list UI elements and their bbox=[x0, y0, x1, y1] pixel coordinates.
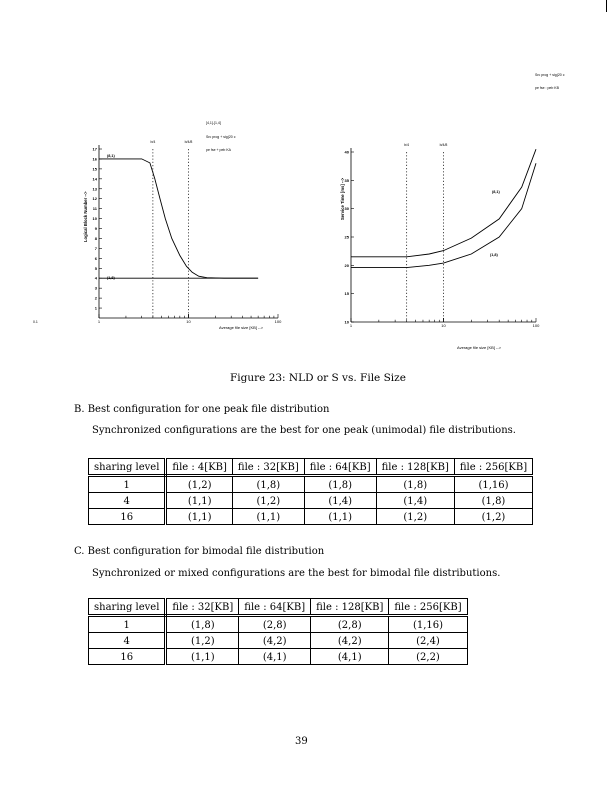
y-tick-label: 5 bbox=[94, 265, 97, 271]
series-line bbox=[99, 159, 258, 278]
y-tick-label: 13 bbox=[92, 186, 97, 192]
table-header-cell: file : 32[KB] bbox=[232, 459, 304, 476]
table-cell: (1,2) bbox=[166, 633, 239, 649]
x-tick-label: 1 bbox=[97, 319, 101, 324]
paragraph: Synchronized configurations are the best for one peak (unimodal) file distributions. bbox=[92, 425, 516, 436]
chart-plot-area bbox=[345, 143, 541, 328]
series-label: (1,8) bbox=[107, 276, 115, 280]
reference-line-label: b/4 bbox=[404, 143, 410, 147]
table-cell: 1 bbox=[89, 616, 166, 633]
y-tick-label: 2 bbox=[94, 295, 97, 301]
y-tick-label: 25 bbox=[344, 234, 349, 240]
table-row bbox=[89, 649, 468, 665]
table-cell: (1,1) bbox=[304, 509, 376, 525]
y-tick-label: 20 bbox=[344, 262, 349, 268]
top-right-note bbox=[535, 64, 564, 95]
reference-line-label: b/4/8 bbox=[439, 143, 448, 147]
table-cell: (1,4) bbox=[304, 493, 376, 509]
reference-line-label: b/4/8 bbox=[184, 140, 193, 144]
table-header-cell: file : 64[KB] bbox=[239, 599, 311, 616]
table-header-cell: file : 128[KB] bbox=[311, 599, 389, 616]
series-label: (8,1) bbox=[492, 190, 500, 194]
y-tick-label: 10 bbox=[344, 319, 349, 325]
table-cell: (4,2) bbox=[239, 633, 311, 649]
chart-annotation-sub: pe fse + peb KA bbox=[206, 148, 232, 152]
table-header-cell: file : 32[KB] bbox=[166, 599, 239, 616]
y-axis-label: Logical Block Number --> bbox=[83, 191, 88, 242]
y-tick-label: 16 bbox=[92, 156, 97, 162]
series-label: (8,1) bbox=[107, 154, 115, 158]
chart-service-time bbox=[322, 140, 544, 350]
section-heading: B. Best configuration for one peak file distribution bbox=[74, 404, 330, 415]
table-cell: 4 bbox=[89, 633, 166, 649]
y-tick-label: 15 bbox=[92, 166, 97, 172]
table-cell: (2,8) bbox=[311, 616, 389, 633]
table-header-row bbox=[89, 599, 468, 616]
table-cell: (1,1) bbox=[166, 649, 239, 665]
y-tick-label: 6 bbox=[94, 255, 97, 261]
y-tick-label: 9 bbox=[94, 226, 97, 232]
table-cell: 16 bbox=[89, 649, 166, 665]
table-cell: (1,16) bbox=[389, 616, 467, 633]
chart-annotation-title: [4,1]-[1,4] bbox=[206, 120, 221, 125]
y-tick-label: 15 bbox=[344, 291, 349, 297]
table-header-cell: file : 256[KB] bbox=[454, 459, 532, 476]
table-cell: (1,2) bbox=[454, 509, 532, 525]
y-tick-label: 1 bbox=[94, 305, 97, 311]
table-cell: (1,16) bbox=[454, 476, 532, 493]
table-cell: (1,1) bbox=[166, 493, 233, 509]
table-cell: (4,2) bbox=[311, 633, 389, 649]
page-number: 39 bbox=[295, 736, 308, 747]
table-row bbox=[89, 616, 468, 633]
table-cell: 4 bbox=[89, 493, 166, 509]
table-cell: (1,1) bbox=[232, 509, 304, 525]
table-header-cell: file : 256[KB] bbox=[389, 599, 467, 616]
y-axis-label: Service Time [ms] --> bbox=[340, 177, 345, 220]
table-cell: (4,1) bbox=[311, 649, 389, 665]
config-table-unimodal bbox=[88, 458, 533, 525]
table-header-cell: file : 4[KB] bbox=[166, 459, 233, 476]
table-cell: (1,1) bbox=[166, 509, 233, 525]
table-header-cell: sharing level bbox=[89, 459, 166, 476]
chart-logical-block bbox=[80, 140, 280, 335]
y-tick-label: 40 bbox=[344, 149, 349, 155]
table-cell: (2,2) bbox=[389, 649, 467, 665]
y-tick-label: 7 bbox=[94, 245, 97, 251]
y-tick-label: 30 bbox=[344, 206, 349, 212]
chart-plot-area bbox=[93, 140, 283, 324]
page-edge-mark bbox=[606, 0, 607, 12]
table-cell: (1,8) bbox=[454, 493, 532, 509]
table-cell: (1,2) bbox=[376, 509, 454, 525]
x-tick-label: 100 bbox=[532, 323, 540, 328]
y-tick-label: 8 bbox=[94, 235, 97, 241]
y-tick-label: 11 bbox=[92, 206, 97, 212]
x-tick-label: 10 bbox=[186, 319, 191, 324]
table-header-cell: sharing level bbox=[89, 599, 166, 616]
left-margin-mark: 0.1 bbox=[33, 320, 38, 324]
y-tick-label: 12 bbox=[92, 196, 97, 202]
table-row bbox=[89, 509, 533, 525]
x-axis-label: Average file size [KB] --> bbox=[219, 325, 264, 330]
table-cell: (2,4) bbox=[389, 633, 467, 649]
config-table-bimodal bbox=[88, 598, 468, 665]
paragraph: Synchronized or mixed configurations are the best for bimodal file distributions. bbox=[92, 568, 501, 579]
top-right-note-line: Src prog + sig(20 c bbox=[535, 72, 565, 77]
table-header-cell: file : 64[KB] bbox=[304, 459, 376, 476]
x-tick-label: 10 bbox=[441, 323, 446, 328]
table-cell: 16 bbox=[89, 509, 166, 525]
table-cell: (4,1) bbox=[239, 649, 311, 665]
table-row bbox=[89, 493, 533, 509]
table-cell: (1,8) bbox=[166, 616, 239, 633]
table-row bbox=[89, 633, 468, 649]
x-tick-label: 1 bbox=[349, 323, 353, 328]
top-right-note-line: pe fse : peb KB bbox=[535, 85, 559, 90]
y-tick-label: 4 bbox=[94, 275, 97, 281]
table-cell: (1,8) bbox=[304, 476, 376, 493]
y-tick-label: 3 bbox=[94, 285, 97, 291]
table-cell: (1,2) bbox=[232, 493, 304, 509]
section-heading: C. Best configuration for bimodal file distribution bbox=[74, 546, 325, 557]
figure-caption: Figure 23: NLD or S vs. File Size bbox=[230, 372, 406, 384]
y-tick-label: 10 bbox=[92, 216, 97, 222]
table-cell: (1,8) bbox=[232, 476, 304, 493]
y-tick-label: 14 bbox=[92, 176, 97, 182]
table-cell: (1,2) bbox=[166, 476, 233, 493]
table-cell: (1,8) bbox=[376, 476, 454, 493]
y-tick-label: 17 bbox=[92, 146, 97, 152]
reference-line-label: b/4 bbox=[150, 140, 156, 144]
table-row bbox=[89, 476, 533, 493]
table-header-row bbox=[89, 459, 533, 476]
x-tick-label: 100 bbox=[274, 319, 282, 324]
series-label: (1,8) bbox=[490, 253, 498, 257]
x-axis-label: Average file size [KB] --> bbox=[457, 345, 502, 350]
table-cell: (1,4) bbox=[376, 493, 454, 509]
table-header-cell: file : 128[KB] bbox=[376, 459, 454, 476]
y-tick-label: 35 bbox=[344, 177, 349, 183]
chart-annotation-sub: Src prog + sig(20 c bbox=[206, 134, 236, 139]
table-cell: (2,8) bbox=[239, 616, 311, 633]
table-cell: 1 bbox=[89, 476, 166, 493]
